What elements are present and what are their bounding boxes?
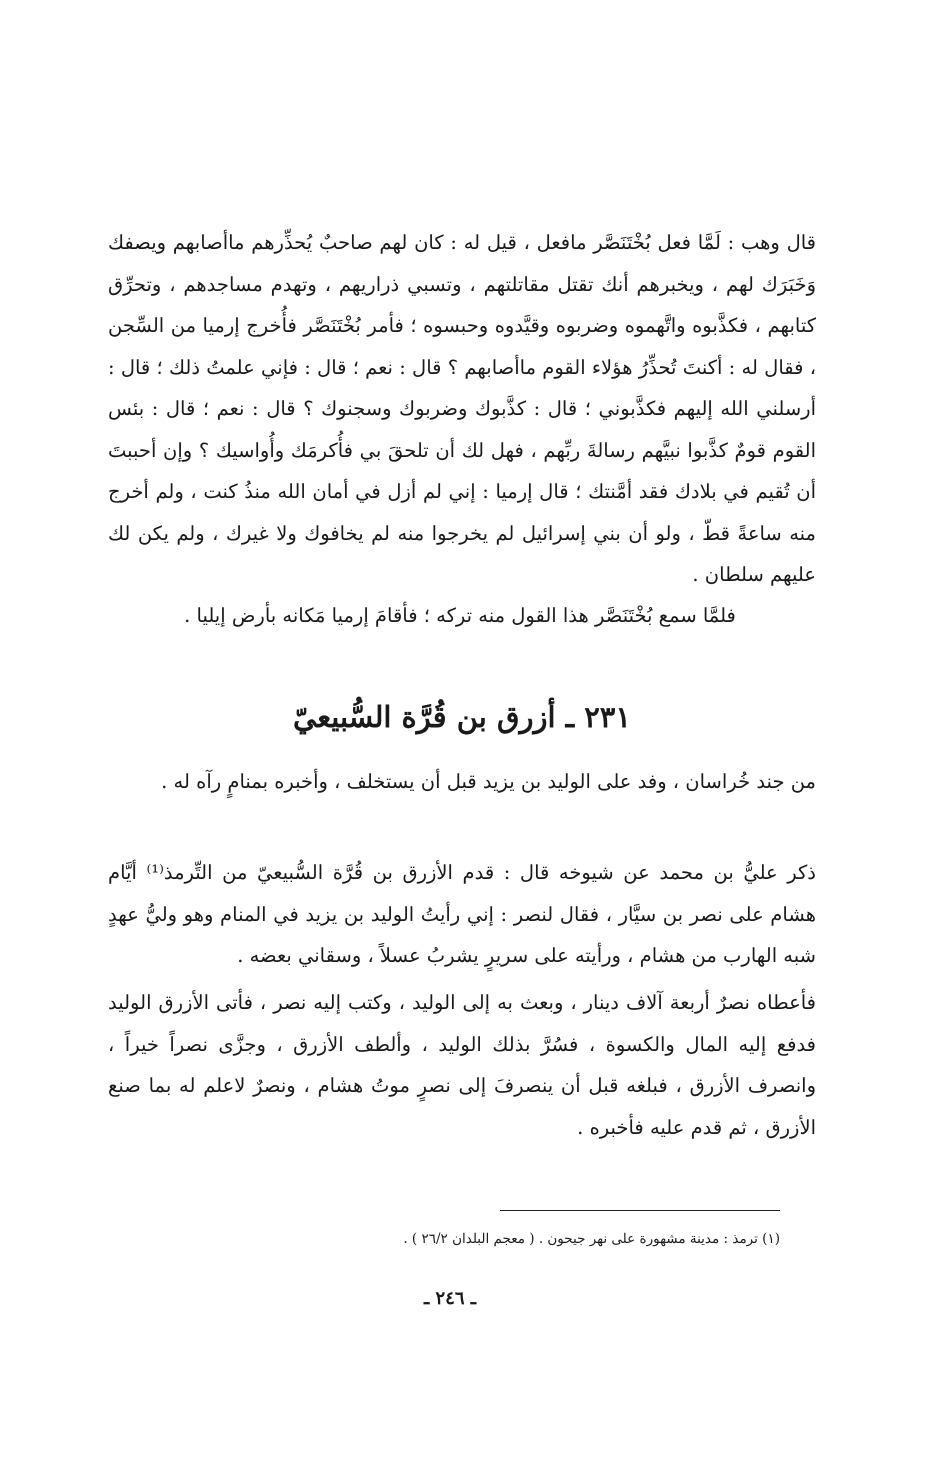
page-number: ـ ٢٤٦ ـ [423, 1288, 477, 1309]
entry-heading: ٢٣١ ـ أزرق بن قُرَّة السُّبيعيّ [293, 700, 631, 734]
entry-paragraph: فأعطاه نصرٌ أربعة آلاف دينار ، وبعث به إلى الوليد ، وكتب إليه نصر ، فأتى الأزرق الوليد فدفع إليه المال والكسوة ، فسُرَّ بذلك الوليد ، وألطف الأزرق ، وجزَّى نصراً خيراً ، وانصرف الأزرق ، فبلغه قبل أن ينصرفَ إلى نصرٍ موتُ هشام ، ونصرٌ لاعلم له بما صنع الأزرق ، ثم قدم عليه فأخبره . [108, 991, 816, 1139]
body-paragraph: فلمَّا سمع بُخْتَنَصَّر هذا القول منه تركه ؛ فأقامَ إرميا مَكانه بأرض إيليا . [184, 604, 736, 627]
entry-paragraph: ذكر عليُّ بن محمد عن شيوخه قال : قدم الأزرق بن قُرَّة السُّبيعيّ من التِّرمذ⁽¹⁾ أيَّام هشام على نصر بن سيَّار ، فقال لنصر : إني رأيتُ الوليد بن يزيد في المنام وهو وليُّ عهدٍ شبه الهارب من هشام ، ورأيته على سريرٍ يشربُ عسلاً ، وسقاني بعضه . [108, 861, 816, 967]
entry-intro: من جند خُراسان ، وفد على الوليد بن يزيد قبل أن يستخلف ، وأخبره بمنامٍ رآه له . [161, 770, 816, 793]
body-paragraph: قال وهب : لَمَّا فعل بُخْتَنَصَّر مافعل ، قيل له : كان لهم صاحبٌ يُحذِّرهم ماأصابهم ويصفك وَخَبَرَك لهم ، ويخبرهم أنك تقتل مقاتلتهم ، وتسبي ذراريهم ، وتهدم مساجدهم ، وتحرِّق كتابهم ، فكذَّبوه واتَّهموه وضربوه وقيَّدوه وحبسوه ؛ فأمر بُخْتَنَصَّر فأُخرج إرميا من السِّجن ، فقال له : أكنتَ تُحذِّرُ هؤلاء القوم ماأصابهم ؟ قال : نعم ؛ قال : فإني علمتُ ذلك ؛ قال : أرسلني الله إليهم فكذَّبوني ؛ قال : كذَّبوك وضربوك وسجنوك ؟ قال : نعم ؛ قال : بئس القوم قومٌ كذَّبوا نبيَّهم رسالةَ ربِّهم ، فهل لك أن تلحقَ بي فأُكرمَك وأُواسيك ؟ وإن أحببتَ أن تُقيم في بلادك فقد أمَّنتك ؛ قال إرميا : إني لم أزل في أمان الله منذُ كنت ، ولم أخرج منه ساعةً قطّ ، ولو أن بني إسرائيل لم يخرجوا منه لم يخافوك ولا غيرك ، ولم يكن لك عليهم سلطان . [108, 231, 816, 586]
footnote-divider [500, 1210, 780, 1211]
footnote: (١) ترمذ : مدينة مشهورة على نهر جيحون . ( معجم البلدان ٢٦/٢ ) . [403, 1231, 780, 1247]
